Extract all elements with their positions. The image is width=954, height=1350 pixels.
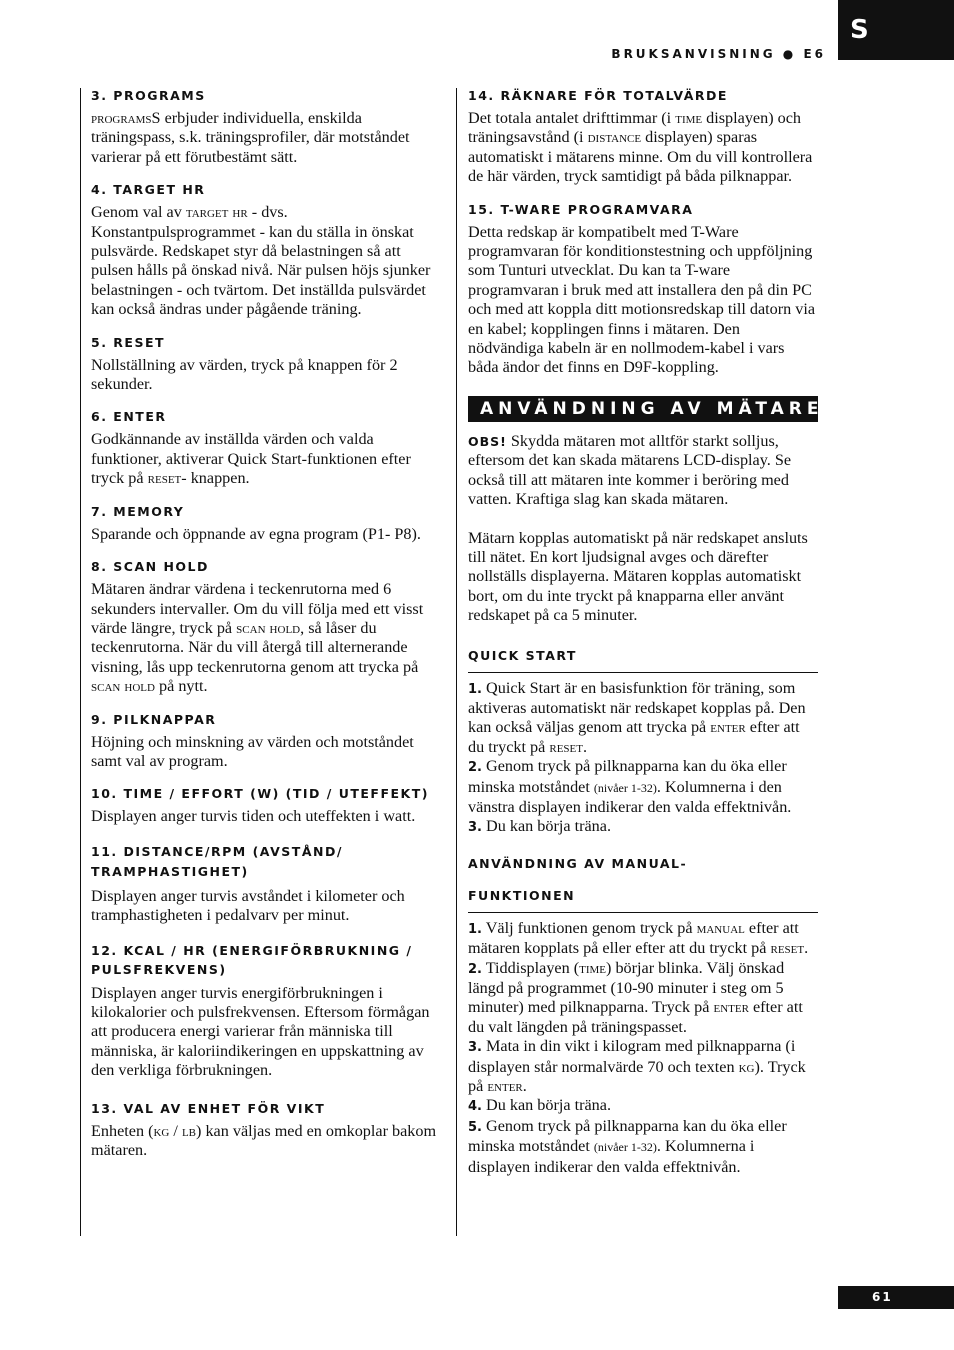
section-weight-unit: 13. VAL AV ENHET FÖR VIKT Enheten (kg / lb) kan väljas med en omkoplar bakom mätaren. bbox=[91, 1101, 441, 1161]
section-heading: 9. PILKNAPPAR bbox=[91, 711, 217, 727]
section-memory: 7. MEMORY Sparande och öppnande av egna program (P1- P8). bbox=[91, 504, 441, 544]
keyword: target hr - bbox=[185, 203, 258, 222]
keyword: programs bbox=[91, 109, 152, 127]
keyword: time bbox=[675, 109, 703, 127]
keyword: scan hold bbox=[91, 677, 155, 696]
quick-start-section: QUICK START 1. Quick Start är en basisfunktion för träning, som aktiveras automatiskt när redskapet kopplas på. Den kan också väljas genom att trycka på enter efter att du tryckt på reset. 2. Genom tryck på pilknapparna kan du öka eller minska motståndet (nivåer 1-32). Kolumnerna i den vänstra displayen indikerar den valda effektnivån. 3. Du kan börja träna. bbox=[468, 644, 818, 838]
section-total-counter: 14. RÄKNARE FÖR TOTALVÄRDE Det totala antalet drifttimmar (i time displayen) och träningsavstånd (i distance displayen) sparas automatiskt i mätarens minne. Om du vill kontrollera de här värden, tryck samtidigt på båda pilknappar. bbox=[468, 88, 818, 187]
section-banner: ANVÄNDNING AV MÄTAREN bbox=[468, 396, 818, 422]
keyword: reset bbox=[770, 939, 805, 958]
subsection-heading: FUNKTIONEN bbox=[468, 884, 818, 913]
subsection-heading: ANVÄNDNING AV MANUAL- bbox=[468, 855, 688, 871]
section-heading: 14. RÄKNARE FÖR TOTALVÄRDE bbox=[468, 88, 728, 103]
section-programs: 3. PROGRAMS programsS erbjuder individuella, enskilda träningspass, s.k. träningsprofiler, där motståndet varierar på ett förutbestämt sätt. bbox=[91, 88, 441, 167]
language-tab: S bbox=[838, 0, 954, 60]
keyword: manual bbox=[696, 918, 745, 937]
section-heading: 12. KCAL / HR (ENERGIFÖRBRUKNING / PULSFREKVENS) bbox=[91, 942, 413, 977]
keyword: enter bbox=[487, 1077, 523, 1096]
warning-paragraph: OBS! Skydda mätaren mot alltför starkt solljus, eftersom det kan skada mätarens LCD-display. Se också till att mätaren inte kommer i beröring med vatten. Kraftiga slag kan skada mätaren. bbox=[468, 431, 792, 509]
keyword: scan hold bbox=[236, 618, 301, 637]
keyword: enter bbox=[710, 718, 746, 737]
keyword: reset bbox=[549, 737, 583, 756]
page-number: 61 bbox=[838, 1286, 954, 1309]
keyword: distance bbox=[587, 128, 642, 147]
keyword: kg / lb bbox=[153, 1121, 197, 1140]
keyword: (time) bbox=[573, 958, 612, 977]
section-heading: 6. ENTER bbox=[91, 409, 167, 425]
keyword: enter bbox=[713, 998, 749, 1017]
section-distance-rpm: 11. DISTANCE/RPM (AVSTÅND/ TRAMPHASTIGHET) Displayen anger turvis avståndet i kilometer och tramphastigheten i pedalvarv per minut. bbox=[91, 842, 441, 926]
section-kcal-hr: 12. KCAL / HR (ENERGIFÖRBRUKNING / PULSFREKVENS) Displayen anger turvis energiförbrukningen i kilokalorier och pulsfrekvensen. Eftersom förmågan att producera energi varierar från människa till människa, är kaloriindikeringen en uppskattning av den verkliga förbrukningen. bbox=[91, 941, 441, 1081]
section-heading: 5. RESET bbox=[91, 334, 166, 350]
keyword: reset- bbox=[147, 469, 187, 488]
section-scan-hold: 8. SCAN HOLD Mätaren ändrar värdena i teckenrutorna med 6 sekunders intervaller. Om du vill följa med ett visst värde längre, tryck på scan hold, så låser du teckenrutorna. När du vill återgå till alternerande visning, lås upp teckenrutorna genom att trycka på scan hold på nytt. bbox=[91, 559, 441, 696]
section-target-hr: 4. TARGET HR Genom val av target hr - dvs. Konstantpulsprogrammet - kan du ställa in önskat pulsvärde. Redskapet styr då belastningen så att pulsen hålls på önskad nivå. När pulsen höjs sjunker belastningen - och tvärtom. Det inställda pulsvärdet kan också ändras under pågående träning. bbox=[91, 182, 441, 319]
left-column bbox=[91, 88, 441, 1175]
section-heading: 7. MEMORY bbox=[91, 503, 185, 519]
section-enter: 6. ENTER Godkännande av inställda värden och valda funktioner, aktiverar Quick Start-funktionen efter tryck på reset- knappen. bbox=[91, 409, 441, 488]
section-heading: 3. PROGRAMS bbox=[91, 88, 206, 103]
section-heading: 4. TARGET HR bbox=[91, 182, 206, 198]
section-reset: 5. RESET Nollställning av värden, tryck på knappen för 2 sekunder. bbox=[91, 335, 441, 395]
running-header: BRUKSANVISNING ● E6 bbox=[611, 47, 826, 61]
section-heading: 15. T-WARE PROGRAMVARA bbox=[468, 201, 694, 217]
obs-label: OBS! bbox=[468, 433, 507, 449]
section-heading: 10. TIME / EFFORT (W) (TID / UTEFFEKT) bbox=[91, 786, 429, 802]
left-rule bbox=[80, 88, 81, 1236]
section-t-ware: 15. T-WARE PROGRAMVARA Detta redskap är kompatibelt med T-Ware programvaran för konditionstestning och uppföljning som Tunturi utvecklat. Du kan ta T-ware programvaran i bruk med att installera den på din PC och med att koppla ditt motionsredskap till datorn via en kabel; kopplingen finns i mätaren. Den nödvändiga kabeln är en nollmodem-kabel i vars båda ändor det finns en D9F-koppling. bbox=[468, 202, 818, 378]
section-time-effort: 10. TIME / EFFORT (W) (TID / UTEFFEKT) Displayen anger turvis tiden och uteffekten i watt. bbox=[91, 786, 441, 826]
section-heading: 8. SCAN HOLD bbox=[91, 559, 209, 575]
subsection-heading: QUICK START bbox=[468, 644, 818, 673]
auto-power-paragraph: Mätarn kopplas automatiskt på när redskapet ansluts till nätet. En kort ljudsignal avges och därefter nollställs displayerna. Mätaren kopplas automatiskt bort, om du inte tryckt på knapparna eller använt redskapet på ca 5 minuter. bbox=[468, 528, 808, 625]
manual-section: ANVÄNDNING AV MANUAL- FUNKTIONEN 1. Välj funktionen genom tryck på manual efter att mätaren kopplats på eller efter att du tryckt på reset. 2. Tiddisplayen (time) börjar blinka. Välj önskad längd på programmet (10-90 minuter i steg om 5 minuter) med pilknapparna. Tryck på enter efter att du valt längden på träningspasset. 3. Mata in din vikt i kilogram med pilknapparna (i displayen står normalvärde 70 och texten kg). Tryck på enter. 4. Du kan börja träna. 5. Genom tryck på pilknapparna kan du öka eller minska motståndet (nivåer 1-32). Kolumnerna i displayen indikerar den valda effektnivån. bbox=[468, 852, 818, 1177]
right-column bbox=[468, 88, 843, 1177]
center-rule bbox=[456, 88, 457, 1236]
section-pilknappar: 9. PILKNAPPAR Höjning och minskning av värden och motståndet samt val av program. bbox=[91, 712, 441, 772]
section-heading: 13. VAL AV ENHET FÖR VIKT bbox=[91, 1100, 326, 1116]
section-heading: 11. DISTANCE/RPM (AVSTÅND/ TRAMPHASTIGHET) bbox=[91, 843, 343, 879]
keyword: kg bbox=[738, 1057, 755, 1076]
